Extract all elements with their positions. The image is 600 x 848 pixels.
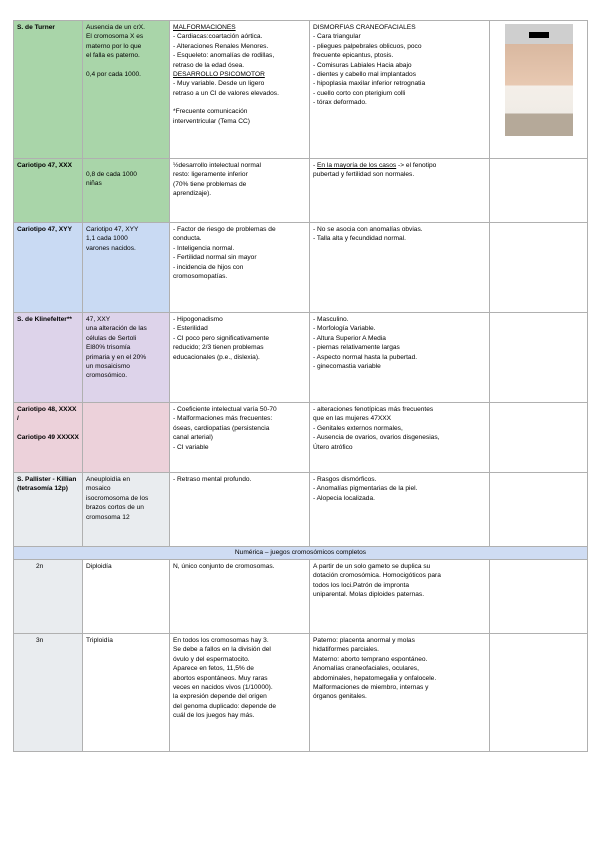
table-row-xxx [14,159,588,223]
xyy-development: - Factor de riesgo de problemas de conducta. - Inteligencia normal. - Fertilidad normal sin mayor - incidencia de hijos con cromosomopatías. [170,223,310,313]
syndromes-table [13,20,588,752]
row-label-klinefelter: S. de Klinefelter** [14,313,83,403]
xxx-development: ½desarrollo intelectual normal resto: ligeramente inferior (70% tiene problemas de aprendizaje). [170,159,310,223]
malformations-heading: MALFORMACIONES [173,24,236,31]
table-row-pallister [14,473,588,547]
row-label-turner: S. de Turner [14,21,83,159]
turner-description: Ausencia de un crX. El cromosoma X es materno por lo que el falla es paterno. 0,4 por cada 1000. [83,21,170,159]
xxx-description: 0,8 de cada 1000 niñas [83,159,170,223]
empty-cell [490,313,588,403]
diploidy-label: Diploidía [83,560,170,634]
triploidy-detail: Paterno: placenta anormal y molas hidatiformes parciales. Materno: aborto temprano espontáneo. Anomalías craneofaciales, oculares, abdominales, hepatomegalia y onfalocele. Malformaciones de miembro, internas y órganos genitales. [310,634,490,752]
klinefelter-phenotype: - Masculino. - Morfología Variable. - Altura Superior A Media - piernas relativamente largas - Aspecto normal hasta la pubertad. - ginecomastia variable [310,313,490,403]
pallister-phenotype: - Rasgos dismórficos. - Anomalías pigmentarias de la piel. - Alopecia localizada. [310,473,490,547]
row-label-pallister: S. Pallister - Killian (tetrasomía 12p) [14,473,83,547]
turner-dysmorphias: DISMORFIAS CRANEOFACIALES - Cara triangular - pliegues palpebrales oblicuos, poco frecuente epicantus, ptosis. - Comisuras Labiales Hacia abajo - dientes y cabello mal implantados - hipoplasia maxilar inferior retrognatia - cuello corto con pterigium colli - tórax deformado. [310,21,490,159]
xxx-phenotype: - En la mayoría de los casos -> el fenotipo pubertad y fertilidad son normales. [310,159,490,223]
pallister-description: Aneuploidía en mosaico isocromosoma de los brazos cortos de un cromosoma 12 [83,473,170,547]
turner-photo-cell [490,21,588,159]
diploidy-description: N, único conjunto de cromosomas. [170,560,310,634]
row-label-xxx: Cariotipo 47, XXX [14,159,83,223]
xyy-phenotype: - No se asocia con anomalías obvias. - Talla alta y fecundidad normal. [310,223,490,313]
table-row-3n [14,634,588,752]
empty-cell [490,473,588,547]
empty-cell [490,223,588,313]
psychomotor-heading: DESARROLLO PSICOMOTOR [173,71,265,79]
empty-cell [490,560,588,634]
dysmorphias-heading: DISMORFIAS CRANEOFACIALES [313,24,416,31]
row-label-3n: 3n [14,634,83,752]
empty-cell [83,403,170,473]
diploidy-detail: A partir de un solo gameto se duplica su dotación cromosómica. Homocigóticos para todos los loci.Patrón de impronta uniparental. Molas diploides paternas. [310,560,490,634]
triploidy-description: En todos los cromosomas hay 3. Se debe a fallos en la división del óvulo y del espermatocito. Aparece en fetos, 11,5% de abortos espontáneos. Muy raras veces en nacidos vivos (1/10000). la expresión depende del origen del genoma duplicado: depende de cuál de los juegos hay más. [170,634,310,752]
patient-photo [505,24,573,136]
table-row-xyy [14,223,588,313]
table-row-turner [14,21,588,159]
turner-malformations: MALFORMACIONES - Cardiacas:coartación aórtica. - Alteraciones Renales Menores. - Esqueleto: anomalías de rodillas, retraso de la edad ósea. DESARROLLO PSICOMOTOR - Muy variable. Desde un ligero retraso a un CI de valores elevados. *Frecuente comunicación interventricular (Tema CC) [170,21,310,159]
empty-cell [490,403,588,473]
xxxx-phenotype: - alteraciones fenotípicas más frecuentes que en las mujeres 47XXX - Genitales externos normales, - Ausencia de ovarios, ovarios disgenesias, Útero atrófico [310,403,490,473]
row-label-xxxx: Cariotipo 48, XXXX / Cariotipo 49 XXXXX [14,403,83,473]
table-row-2n [14,560,588,634]
section-header-row [14,547,588,560]
row-label-xyy: Cariotipo 47, XYY [14,223,83,313]
section-title: Numérica – juegos cromosómicos completos [14,547,588,560]
xxxx-development: - Coeficiente intelectual varía 50-70 - Malformaciones más frecuentes: óseas, cardiopatías (persistencia canal arterial) - CI variable [170,403,310,473]
table-row-xxxx [14,403,588,473]
pallister-development: - Retraso mental profundo. [170,473,310,547]
empty-cell [490,634,588,752]
row-label-2n: 2n [14,560,83,634]
xyy-description: Cariotipo 47, XYY 1,1 cada 1000 varones nacidos. [83,223,170,313]
triploidy-label: Triploidía [83,634,170,752]
klinefelter-development: - Hipogonadismo - Esterilidad - CI poco pero significativamente reducido; 2/3 tienen problemas educacionales (p.e., dislexia). [170,313,310,403]
klinefelter-description: 47, XXY una alteración de las células de Sertoli El80% trisomía primaria y en el 20% un mosaicismo cromosómico. [83,313,170,403]
empty-cell [490,159,588,223]
table-row-klinefelter [14,313,588,403]
